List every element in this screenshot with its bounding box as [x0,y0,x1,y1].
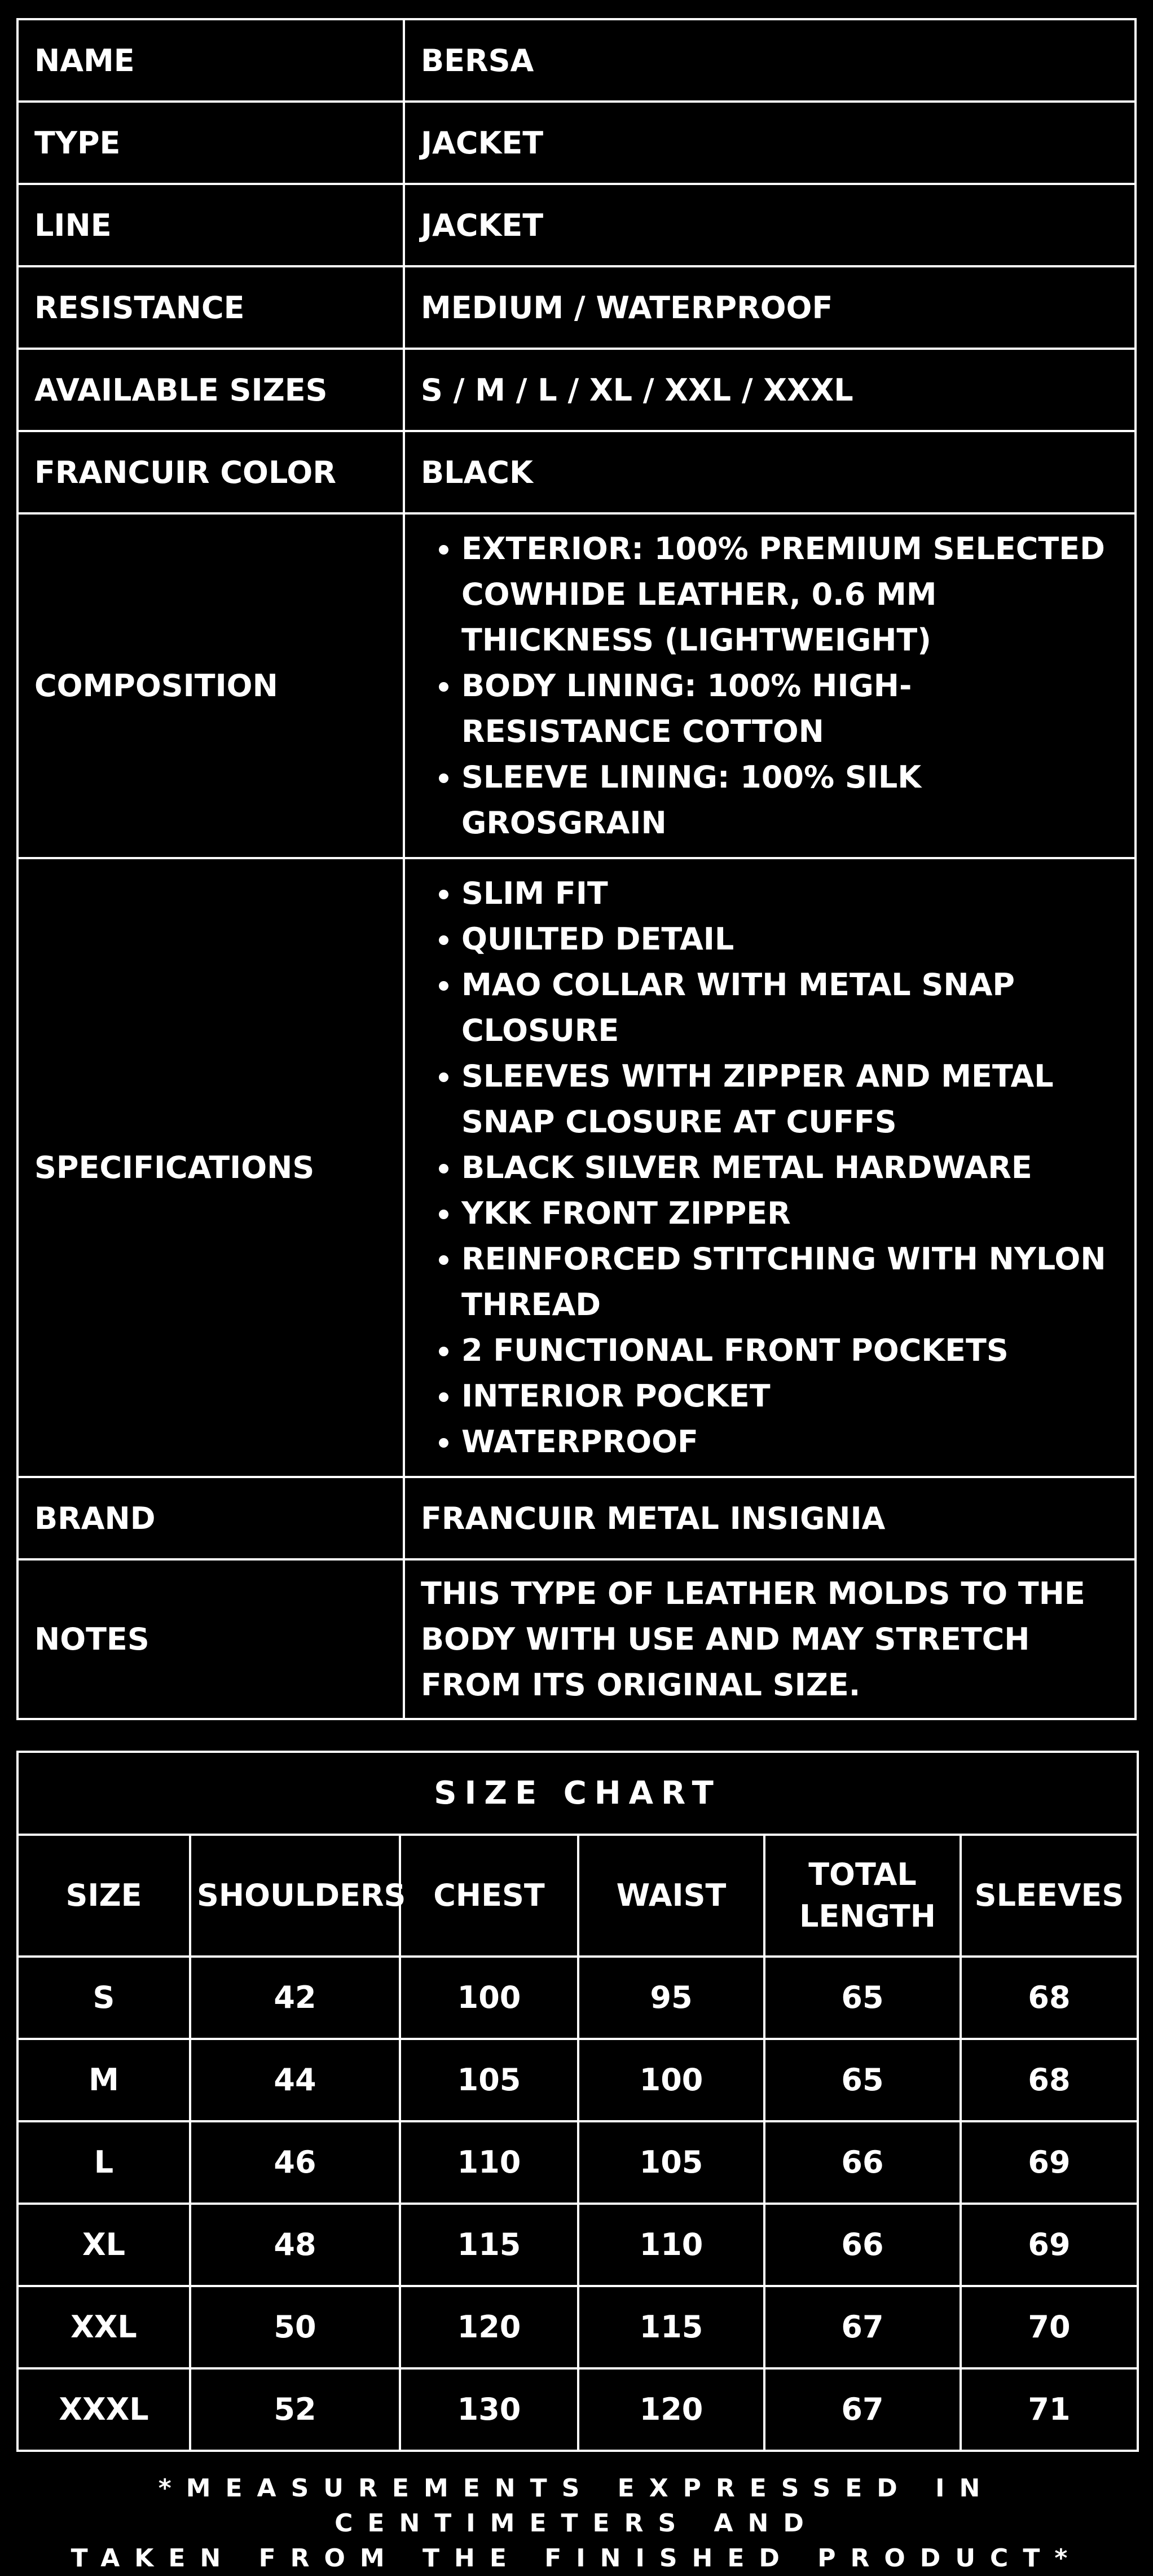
spec-row-specifications [17,858,1136,1477]
table-cell: 120 [400,2286,578,2368]
list-item: • BODY LINING: 100% HIGH-RESISTANCE COTTON [461,663,1119,754]
list-item: • SLIM FIT [461,871,1119,916]
table-cell: 44 [190,2039,400,2121]
table-cell: 46 [190,2121,400,2204]
table-row [17,2368,1138,2451]
spec-key: NAME [17,19,404,102]
list-item: • INTERIOR POCKET [461,1373,1119,1419]
spec-row-francuir-color [17,431,1136,513]
spec-row-brand [17,1477,1136,1559]
column-header: WAIST [578,1835,764,1957]
column-header: SLEEVES [961,1835,1138,1957]
table-cell: 67 [764,2286,961,2368]
size-chart-table [16,1751,1139,2452]
list-item: • BLACK SILVER METAL HARDWARE [461,1145,1119,1190]
spec-value: S / M / L / XL / XXL / XXXL [404,349,1136,431]
composition-list [405,526,1119,846]
list-item: • SLEEVES WITH ZIPPER AND METAL SNAP CLOSURE AT CUFFS [461,1053,1119,1145]
spec-row-name [17,19,1136,102]
specifications-list-cell [404,858,1136,1477]
size-chart-title-row [17,1752,1138,1835]
footnote-line: TAKEN FROM THE FINISHED PRODUCT* [71,2544,1082,2573]
spec-value: JACKET [404,102,1136,184]
table-cell: 52 [190,2368,400,2451]
table-cell: 68 [961,1957,1138,2039]
column-header: CHEST [400,1835,578,1957]
spec-key: COMPOSITION [17,513,404,858]
table-cell: 65 [764,2039,961,2121]
spec-value: BLACK [404,431,1136,513]
table-cell: 66 [764,2204,961,2286]
table-cell: 105 [578,2121,764,2204]
spec-value: JACKET [404,184,1136,266]
spec-value: FRANCUIR METAL INSIGNIA [404,1477,1136,1559]
table-cell: 110 [578,2204,764,2286]
table-cell: 100 [578,2039,764,2121]
specifications-list [405,871,1119,1465]
table-row [17,2204,1138,2286]
spec-key: NOTES [17,1559,404,1719]
list-item: • QUILTED DETAIL [461,916,1119,962]
table-cell: 67 [764,2368,961,2451]
spec-key: AVAILABLE SIZES [17,349,404,431]
composition-list-cell [404,513,1136,858]
notes-text: THIS TYPE OF LEATHER MOLDS TO THE BODY WITH USE AND MAY STRETCH FROM ITS ORIGINAL SIZE. [404,1559,1136,1719]
spec-key: TYPE [17,102,404,184]
table-cell: 115 [400,2204,578,2286]
spec-row-type [17,102,1136,184]
table-cell: 69 [961,2121,1138,2204]
table-cell: M [17,2039,190,2121]
list-item: • 2 FUNCTIONAL FRONT POCKETS [461,1327,1119,1373]
list-item: • YKK FRONT ZIPPER [461,1190,1119,1236]
table-cell: 48 [190,2204,400,2286]
spec-row-notes [17,1559,1136,1719]
table-cell: 42 [190,1957,400,2039]
table-cell: 66 [764,2121,961,2204]
spec-key: SPECIFICATIONS [17,858,404,1477]
table-row [17,2039,1138,2121]
table-cell: 95 [578,1957,764,2039]
spec-key: FRANCUIR COLOR [17,431,404,513]
table-cell: XXL [17,2286,190,2368]
table-cell: XL [17,2204,190,2286]
spec-row-composition [17,513,1136,858]
size-chart-title: SIZE CHART [17,1752,1138,1835]
table-cell: 69 [961,2204,1138,2286]
table-cell: 100 [400,1957,578,2039]
list-item: • MAO COLLAR WITH METAL SNAP CLOSURE [461,962,1119,1053]
table-cell: XXXL [17,2368,190,2451]
list-item: • EXTERIOR: 100% PREMIUM SELECTED COWHIDE LEATHER, 0.6 MM THICKNESS (LIGHTWEIGHT) [461,526,1119,663]
footnote-line: *MEASUREMENTS EXPRESSED IN CENTIMETERS AND [158,2474,995,2538]
table-cell: 130 [400,2368,578,2451]
table-cell: L [17,2121,190,2204]
table-cell: 50 [190,2286,400,2368]
column-header: TOTAL LENGTH [764,1835,961,1957]
table-cell: 70 [961,2286,1138,2368]
spec-value: BERSA [404,19,1136,102]
spec-key: LINE [17,184,404,266]
spec-value: MEDIUM / WATERPROOF [404,266,1136,349]
spec-row-line [17,184,1136,266]
list-item: • SLEEVE LINING: 100% SILK GROSGRAIN [461,754,1119,846]
spec-key: BRAND [17,1477,404,1559]
spec-row-available-sizes [17,349,1136,431]
list-item: • WATERPROOF [461,1419,1119,1465]
table-cell: 65 [764,1957,961,2039]
table-cell: 120 [578,2368,764,2451]
spec-key: RESISTANCE [17,266,404,349]
table-cell: 68 [961,2039,1138,2121]
table-row [17,1957,1138,2039]
column-header: SIZE [17,1835,190,1957]
table-cell: 71 [961,2368,1138,2451]
table-row [17,2286,1138,2368]
table-cell: 110 [400,2121,578,2204]
table-cell: 105 [400,2039,578,2121]
spec-row-resistance [17,266,1136,349]
size-chart-header-row [17,1835,1138,1957]
list-item: • REINFORCED STITCHING WITH NYLON THREAD [461,1236,1119,1327]
measurement-footnote [0,2471,1153,2576]
table-cell: S [17,1957,190,2039]
table-row [17,2121,1138,2204]
column-header: SHOULDERS [190,1835,400,1957]
table-cell: 115 [578,2286,764,2368]
product-specs-table [16,18,1137,1720]
